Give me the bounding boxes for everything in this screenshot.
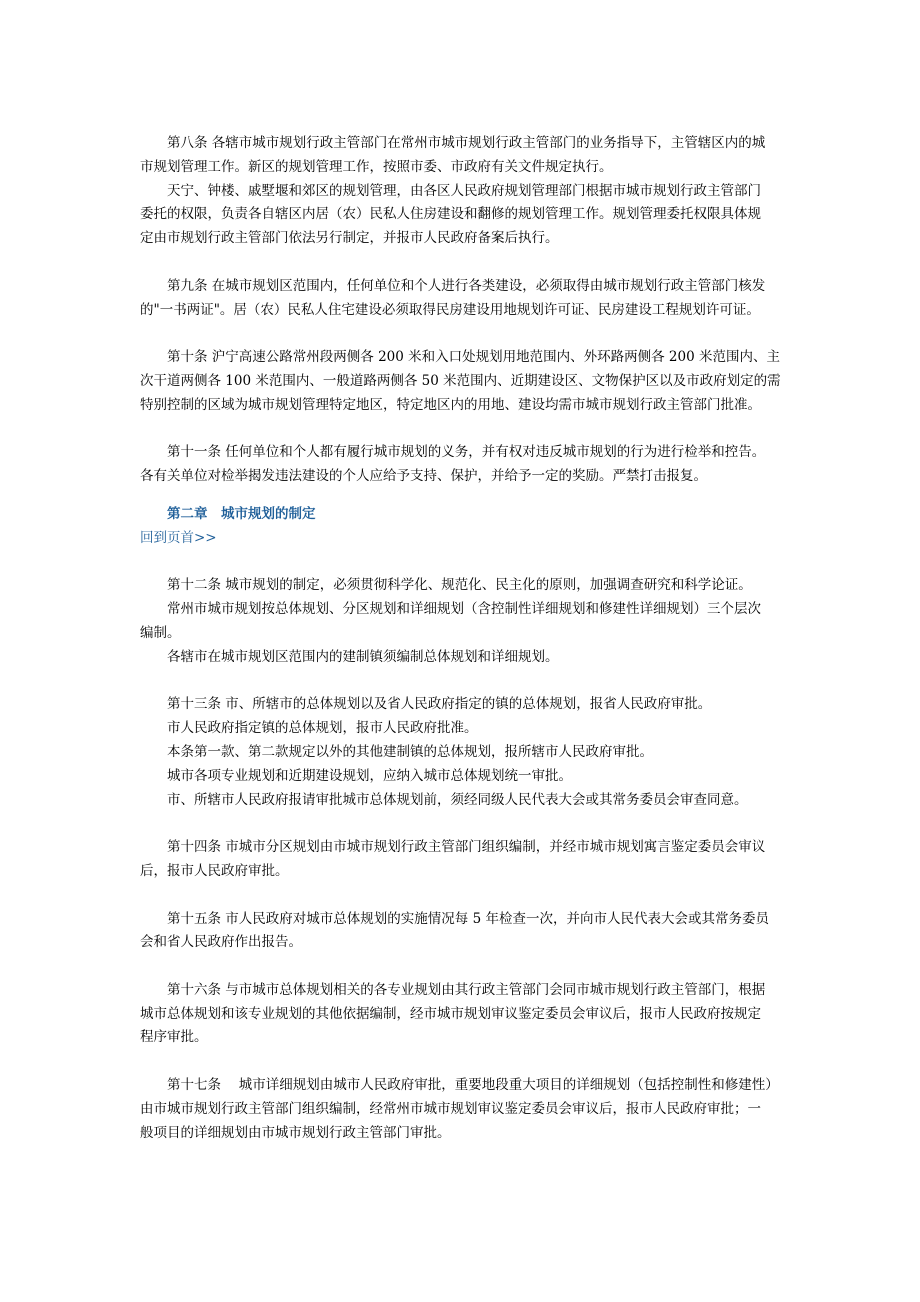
article-10 <box>140 346 785 417</box>
text-line: 天宁、钟楼、戚墅堰和郊区的规划管理，由各区人民政府规划管理部门根据市城市规划行政主管部门 <box>167 182 761 199</box>
text-line: 市、所辖市人民政府报请审批城市总体规划前，须经同级人民代表大会或其常务委员会审查同意。 <box>167 791 748 808</box>
spacer <box>140 322 785 346</box>
text-line: 市人民政府指定镇的总体规划，报市人民政府批准。 <box>167 720 478 737</box>
text-line: 第八条 各辖市城市规划行政主管部门在常州市城市规划行政主管部门的业务指导下，主管辖区内的城 <box>167 135 766 151</box>
spacer <box>140 251 785 275</box>
text-line: 本条第一款、第二款规定以外的其他建制镇的总体规划，报所辖市人民政府审批。 <box>167 743 653 760</box>
text-line: 编制。 <box>140 624 181 641</box>
text-line: 第十四条 市城市分区规划由市城市规划行政主管部门组织编制，并经市城市规划寓言鉴定委员会审议 <box>167 839 766 856</box>
spacer <box>140 670 785 694</box>
text-line: 后，报市人民政府审批。 <box>140 862 289 879</box>
text-line: 会和省人民政府作出报告。 <box>140 934 302 951</box>
spacer <box>140 812 785 836</box>
spacer <box>140 1050 785 1074</box>
text-line: 第十五条 市人民政府对城市总体规划的实施情况每 5 年检查一次，并向市人民代表大会或其常务委员 <box>167 910 769 927</box>
text-line: 第十七条 城市详细规划由城市人民政府审批，重要地段重大项目的详细规划（包括控制性和修建性） <box>167 1077 779 1094</box>
text-line: 第十条 沪宁高速公路常州段两侧各 200 米和入口处规划用地范围内、外环路两侧各 200 米范围内、主 <box>167 349 780 366</box>
text-line: 各辖市在城市规划区范围内的建制镇须编制总体规划和详细规划。 <box>167 648 559 665</box>
article-8 <box>140 132 785 251</box>
text-line: 常州市城市规划按总体规划、分区规划和详细规划（含控制性详细规划和修建性详细规划）三个层次 <box>167 601 761 618</box>
article-16 <box>140 979 785 1050</box>
text-line: 第十一条 任何单位和个人都有履行城市规划的义务，并有权对违反城市规划的行为进行检举和控告。 <box>167 444 766 461</box>
chapter-title: 第二章 城市规划的制定 <box>167 505 316 522</box>
article-17 <box>140 1074 785 1145</box>
text-line: 城市各项专业规划和近期建设规划，应纳入城市总体规划统一审批。 <box>167 767 572 784</box>
article-15 <box>140 908 785 956</box>
text-line: 第十二条 城市规划的制定，必须贯彻科学化、规范化、民主化的原则，加强调查研究和科学论证。 <box>167 577 752 594</box>
article-14 <box>140 836 785 884</box>
spacer <box>140 955 785 979</box>
text-line: 市规划管理工作。新区的规划管理工作，按照市委、市政府有关文件规定执行。 <box>140 158 613 175</box>
text-line: 定由市规划行政主管部门依法另行制定，并报市人民政府备案后执行。 <box>140 230 559 247</box>
text-line: 程序审批。 <box>140 1029 208 1046</box>
article-13 <box>140 693 785 812</box>
back-to-top-link[interactable]: 回到页首>> <box>140 529 217 546</box>
text-line: 的"一书两证"。居（农）民私人住宅建设必须取得民房建设用地规划许可证、民房建设工程规划许可证。 <box>140 301 760 318</box>
text-line: 第九条 在城市规划区范围内，任何单位和个人进行各类建设，必须取得由城市规划行政主管部门核发 <box>167 277 766 294</box>
spacer <box>140 551 785 575</box>
text-line: 城市总体规划和该专业规划的其他依据编制，经市城市规划审议鉴定委员会审议后，报市人民政府按规定 <box>140 1005 761 1022</box>
article-11 <box>140 441 785 489</box>
text-line: 第十六条 与市城市总体规划相关的各专业规划由其行政主管部门会同市城市规划行政主管部门，根据 <box>167 981 766 998</box>
spacer <box>140 489 785 503</box>
text-line: 次干道两侧各 100 米范围内、一般道路两侧各 50 米范围内、近期建设区、文物保护区以及市政府划定的需 <box>140 372 781 389</box>
article-12 <box>140 574 785 669</box>
text-line: 第十三条 市、所辖市的总体规划以及省人民政府指定的镇的总体规划，报省人民政府审批。 <box>167 696 712 713</box>
text-line: 委托的权限，负责各自辖区内居（农）民私人住房建设和翻修的规划管理工作。规划管理委托权限具体规 <box>140 206 761 223</box>
document-body <box>140 132 785 1145</box>
text-line: 般项目的详细规划由市城市规划行政主管部门审批。 <box>140 1124 451 1141</box>
chapter-2-heading-block <box>140 503 785 551</box>
spacer <box>140 418 785 442</box>
spacer <box>140 884 785 908</box>
text-line: 由市城市规划行政主管部门组织编制，经常州市城市规划审议鉴定委员会审议后，报市人民政府审批；一 <box>140 1100 761 1117</box>
text-line: 特别控制的区域为城市规划管理特定地区，特定地区内的用地、建设均需市城市规划行政主管部门批准。 <box>140 396 761 413</box>
article-9 <box>140 275 785 323</box>
text-line: 各有关单位对检举揭发违法建设的个人应给予支持、保护，并给予一定的奖励。严禁打击报复。 <box>140 468 707 485</box>
